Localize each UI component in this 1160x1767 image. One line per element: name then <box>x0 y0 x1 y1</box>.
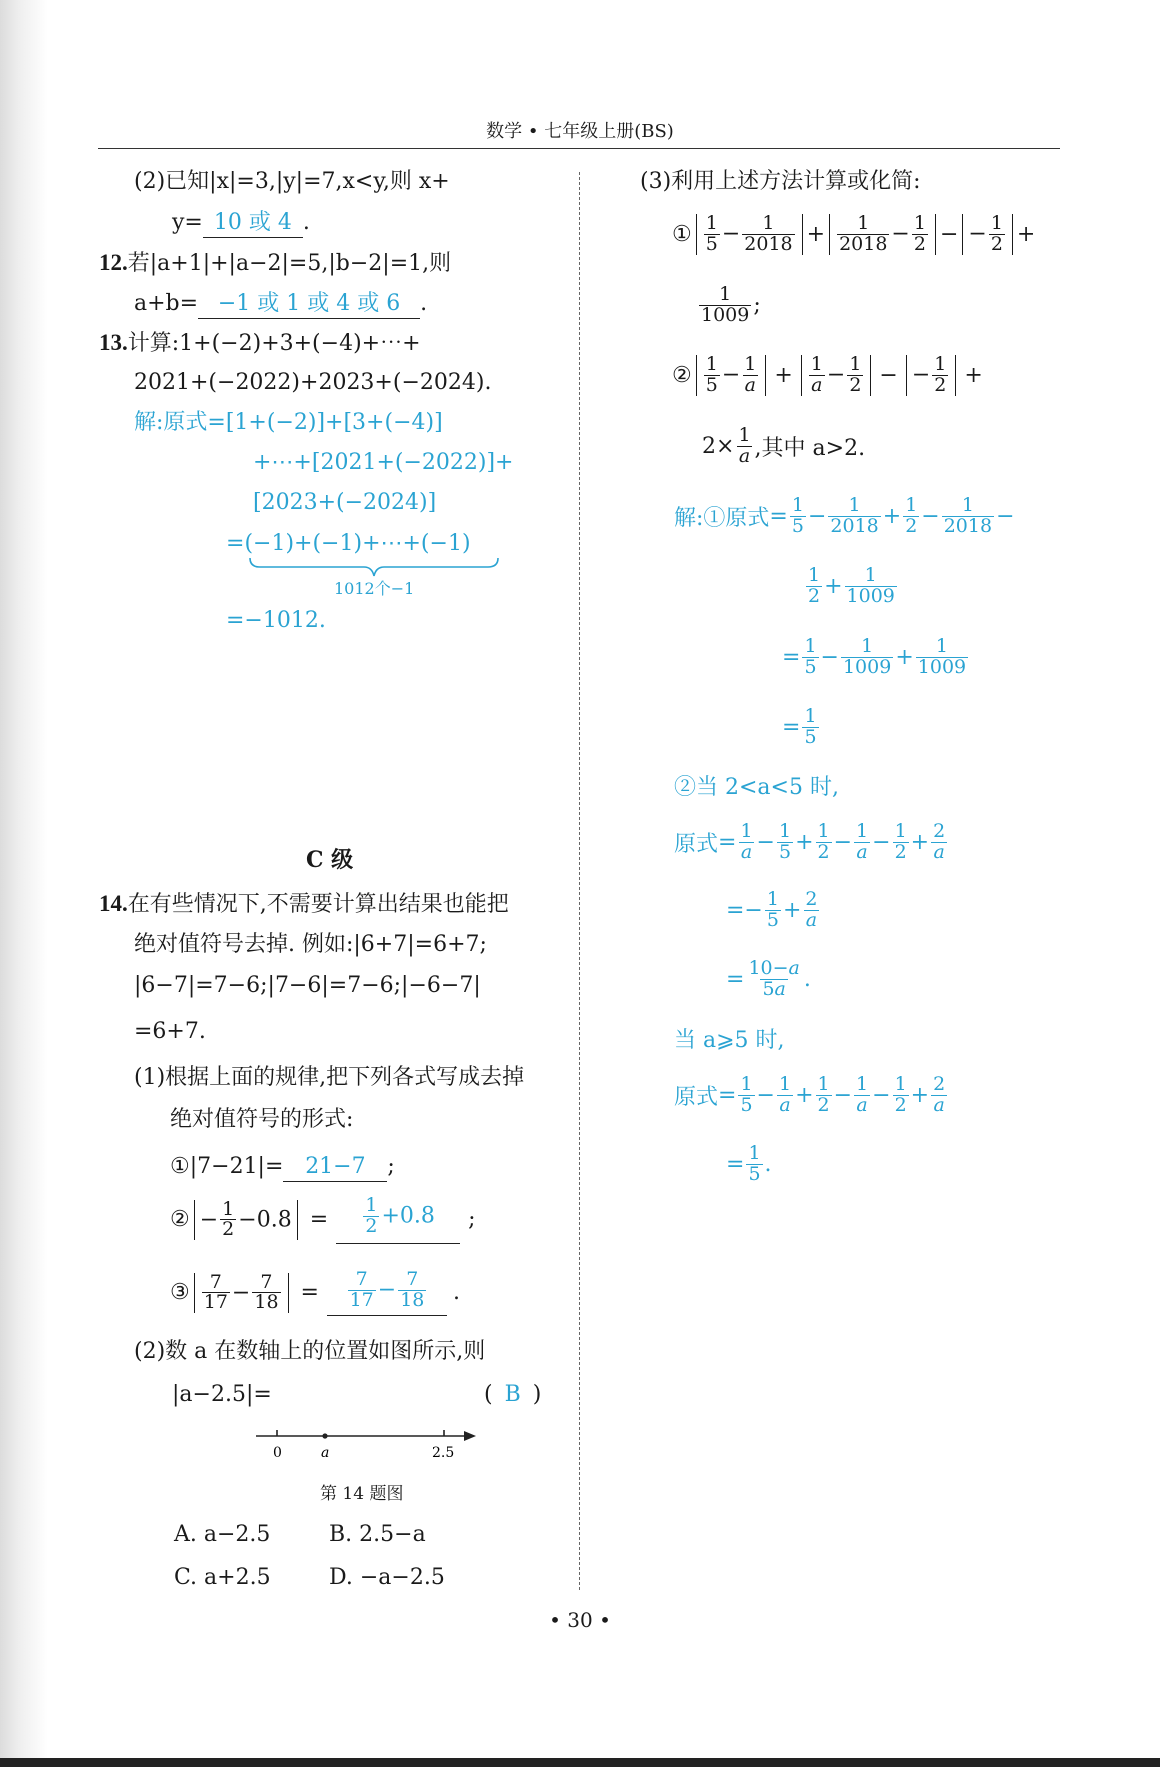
q14-part2-answer: ( B ) <box>484 1382 542 1407</box>
solution1-line3: = $\frac{1}{5}$ − $\frac{1}{1009}$ + $\frac{1}{1009}$ <box>782 635 967 678</box>
q14-part2-line2: |a−2.5|= <box>172 1382 272 1407</box>
q11-part2-answer-line: y= 10 或 4 . <box>172 203 310 243</box>
section-heading-c: C 级 <box>306 847 354 873</box>
header-rule <box>98 148 1060 149</box>
option-b: B. 2.5−a <box>329 1522 426 1547</box>
bottom-edge-bar <box>0 1758 1160 1767</box>
solution2-case1-heading: ②当 2<a<5 时, <box>674 775 839 800</box>
item3-answer-blank: $\frac{7}{17}$ − $\frac{7}{18}$ <box>327 1270 447 1316</box>
solution2-case2-result: = $\frac{1}{5}$ . <box>726 1142 772 1185</box>
q14-part1-line1: (1)根据上面的规律,把下列各式写成去掉 <box>134 1065 525 1090</box>
solution2-case1-line1: 原式 = $\frac{1}{a}$ − $\frac{1}{5}$ + $\frac{1}{2}$ − $\frac{1}{a}$ − $\frac{1}{2}$ + $\frac{2}{a}$ <box>674 820 946 863</box>
q13-brace-label: 1012个−1 <box>334 579 415 598</box>
running-header: 数学 • 七年级上册(BS) <box>486 121 674 142</box>
number-line-figure <box>252 1424 480 1460</box>
q11-part2: (2)已知|x|=3,|y|=7,x<y,则 x+ <box>134 169 450 194</box>
part3-item2-expression: ② $\frac{1}{5}$ − $\frac{1}{a}$ + $\frac{1}{a}$ − $\frac{1}{2}$ − − $\frac{1}{2}$ + <box>672 353 983 396</box>
q13-solution-line4: =(−1)+(−1)+⋯+(−1) <box>226 531 471 556</box>
page-number: • 30 • <box>549 1608 611 1632</box>
q13-line2: 2021+(−2022)+2023+(−2024). <box>134 370 492 395</box>
part3-item1-expression: ① $\frac{1}{5}$ − $\frac{1}{2018}$ + $\frac{1}{2018}$ − $\frac{1}{2}$ − − $\frac{1}{2}$ + <box>672 212 1036 255</box>
solution2-case2-line1: 原式 = $\frac{1}{5}$ − $\frac{1}{a}$ + $\frac{1}{2}$ − $\frac{1}{a}$ − $\frac{1}{2}$ + $\frac{2}{a}$ <box>674 1073 946 1116</box>
part3-item1-tail: 1 1009 ; <box>701 283 761 326</box>
solution2-case1-line2: =− $\frac{1}{5}$ + $\frac{2}{a}$ <box>726 888 818 931</box>
q14-intro-line4: =6+7. <box>134 1019 206 1044</box>
option-a: A. a−2.5 <box>174 1522 271 1547</box>
q13-result: =−1012. <box>226 608 326 633</box>
q12: 12.若|a+1|+|a−2|=5,|b−2|=1,则 <box>99 250 452 276</box>
item1-answer-blank: 21−7 <box>283 1153 387 1182</box>
page-shadow <box>0 0 48 1767</box>
q11-answer-blank: 10 或 4 <box>203 209 303 238</box>
q14-intro-line1: 14.在有些情况下,不需要计算出结果也能把 <box>99 891 509 917</box>
q13-solution-line3: [2023+(−2024)] <box>253 490 437 515</box>
q14-part1-item1: ①|7−21|= 21−7 ; <box>170 1147 395 1187</box>
q14-part2-line1: (2)数 a 在数轴上的位置如图所示,则 <box>134 1339 486 1364</box>
q12-answer-line: a+b= −1 或 1 或 4 或 6 . <box>134 284 427 324</box>
q13-solution-line1: 解:原式=[1+(−2)]+[3+(−4)] <box>134 410 443 435</box>
tick-label-a: a <box>321 1445 330 1460</box>
column-separator <box>579 172 580 1590</box>
q13: 13.计算:1+(−2)+3+(−4)+⋯+ <box>99 330 421 356</box>
part3-item2-tail: 2× $\frac{1}{a}$ ,其中 a>2. <box>702 424 866 467</box>
tick-label-2-5: 2.5 <box>432 1445 455 1460</box>
solution1-result: = $\frac{1}{5}$ <box>782 705 817 748</box>
solution2-case1-result: = $\frac{10-a}{5a}$ . <box>726 957 811 1000</box>
q14-intro-line3: |6−7|=7−6;|7−6|=7−6;|−6−7| <box>134 973 481 998</box>
solution2-case2-heading: 当 a⩾5 时, <box>674 1028 785 1053</box>
q13-underbrace <box>248 556 500 578</box>
solution1-line1: 解:①原式 = $\frac{1}{5}$ − $\frac{1}{2018}$ + $\frac{1}{2}$ − $\frac{1}{2018}$ − <box>674 494 1015 537</box>
figure-caption: 第 14 题图 <box>320 1484 404 1504</box>
q14-part3-heading: (3)利用上述方法计算或化简: <box>640 169 921 194</box>
q14-part1-line2: 绝对值符号的形式: <box>170 1107 354 1132</box>
option-c: C. a+2.5 <box>174 1565 271 1590</box>
solution1-line2: 1 2 + $\frac{1}{1009}$ <box>808 564 895 607</box>
tick-label-0: 0 <box>273 1445 282 1460</box>
item2-answer-blank: $\frac{1}{2}$ +0.8 <box>336 1196 460 1244</box>
q12-answer-blank: −1 或 1 或 4 或 6 <box>198 290 420 319</box>
q14-part1-item2: ② − $\frac{1}{2}$ −0.8 = $\frac{1}{2}$ +0.8 ; <box>170 1196 476 1244</box>
q13-solution-line2: +⋯+[2021+(−2022)]+ <box>253 450 514 475</box>
q14-part1-item3: ③ $\frac{7}{17}$ − $\frac{7}{18}$ = $\frac{7}{17}$ − $\frac{7}{18}$ . <box>170 1270 460 1316</box>
q14-intro-line2: 绝对值符号去掉. 例如:|6+7|=6+7; <box>134 932 487 957</box>
option-d: D. −a−2.5 <box>329 1565 445 1590</box>
